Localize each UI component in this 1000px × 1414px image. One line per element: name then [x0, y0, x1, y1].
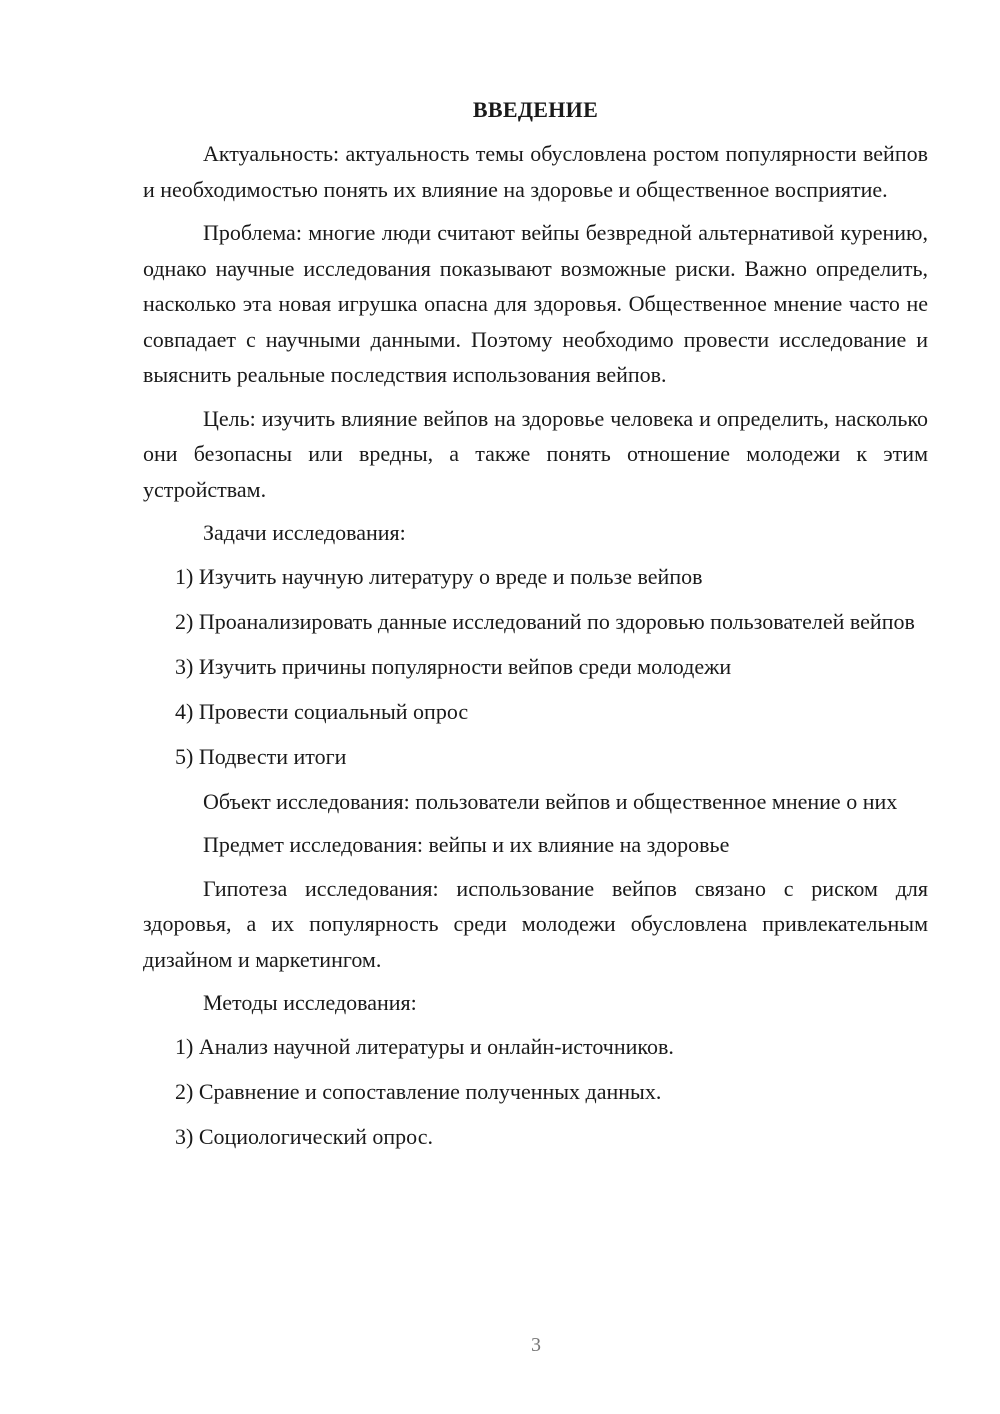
task-item: 2) Проанализировать данные исследований по здоровью пользователей вейпов: [175, 608, 915, 634]
subject-paragraph: Предмет исследования: вейпы и их влияние на здоровье: [203, 832, 730, 857]
object-paragraph: Объект исследования: пользователи вейпов и общественное мнение о них: [203, 788, 898, 814]
method-item: 3) Социологический опрос.: [175, 1123, 433, 1149]
task-item: 1) Изучить научную литературу о вреде и пользе вейпов: [175, 563, 703, 589]
hypothesis-paragraph: Гипотеза исследования: использование вейпов связано с риском для здоровья, а их популярность среди молодежи обусловлена привлекательным дизайном и маркетингом.: [143, 875, 928, 972]
tasks-heading: Задачи исследования:: [203, 520, 406, 545]
page-number: 3: [531, 1334, 541, 1356]
task-item: 3) Изучить причины популярности вейпов среди молодежи: [175, 653, 732, 679]
method-item: 1) Анализ научной литературы и онлайн-источников.: [175, 1033, 674, 1059]
task-item: 5) Подвести итоги: [175, 743, 347, 769]
goal-paragraph: Цель: изучить влияние вейпов на здоровье человека и определить, насколько они безопасны или вредны, а также понять отношение молодежи к этим устройствам.: [143, 405, 928, 502]
problem-paragraph: Проблема: многие люди считают вейпы безвредной альтернативой курению, однако научные исследования показывают возможные риски. Важно определить, насколько эта новая игрушка опасна для здоровья. Общественное мнение часто не совпадает с научными данными. Поэтому необходимо провести исследование и выяснить реальные последствия использования вейпов.: [143, 220, 928, 387]
document-page: [143, 94, 928, 1164]
relevance-paragraph: Актуальность: актуальность темы обусловлена ростом популярности вейпов и необходимостью понять их влияние на здоровье и общественное восприятие.: [143, 141, 928, 202]
task-item: 4) Провести социальный опрос: [175, 698, 469, 724]
method-item: 2) Сравнение и сопоставление полученных данных.: [175, 1078, 662, 1104]
section-title: ВВЕДЕНИЕ: [472, 97, 599, 122]
methods-heading: Методы исследования:: [203, 990, 417, 1015]
